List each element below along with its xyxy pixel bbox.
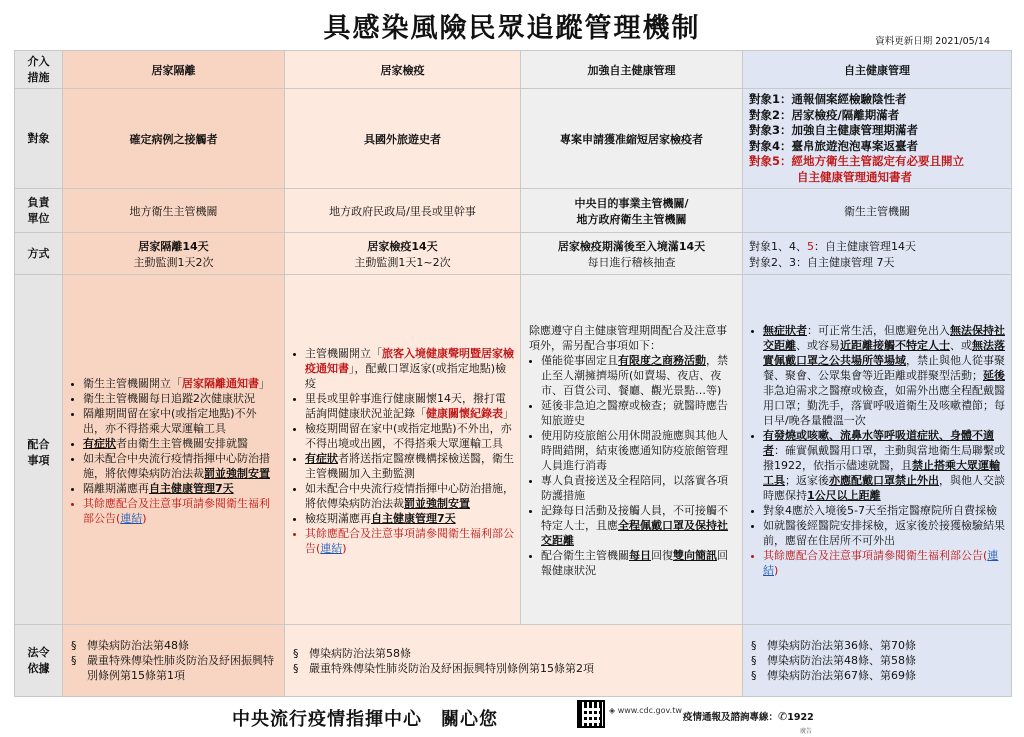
link-self[interactable]: 連結 [763,549,999,577]
ad-mark: 廣告 [800,728,813,735]
method-self: 對象1、4、5：自主健康管理14天 對象2、3：自主健康管理 7天 [743,233,1012,275]
target-enhanced: 專案申請獲准縮短居家檢疫者 [521,89,743,189]
target-item: 對象3：加強自主健康管理期滿者 [749,123,918,137]
target-quarantine: 具國外旅遊史者 [285,89,521,189]
link-quarantine[interactable]: 連結 [320,541,343,555]
target-isolation: 確定病例之接觸者 [63,89,285,189]
heading-isolation: 居家隔離 [63,51,285,89]
authority-self: 衛生主管機關 [743,189,1012,233]
label-items: 配合 事項 [15,275,63,625]
cdc-logo-icon: ◈ [609,706,616,715]
authority-enhanced: 中央目的事業主管機關/ 地方政府衛生主管機關 [521,189,743,233]
label-measure: 介入 措施 [15,51,63,89]
qr-code-icon [577,700,605,728]
target-item: 自主健康管理通知書者 [797,169,912,184]
link-isolation[interactable]: 連結 [120,511,143,525]
items-quarantine: • 主管機關開立「旅客入境健康聲明暨居家檢疫通知書」，配戴口罩返家(或指定地點)檢疫 • 里長或里幹事進行健康關懷14天，撥打電話詢問健康狀況並記錄「健康關懷紀錄表」 • 檢疫期間留在家中(或指定地點)不外出，亦不得出境或出國，不得搭乘大眾運輸工具 • 有症狀者將送指定醫療機構採檢送醫，衛生主管機關加入主動監測 • 如未配合中央流行疫情指揮中心防治措施，將依傳染病防治法裁罰並強制安置 • 檢疫期滿應再自主健康管理7天 • 其餘應配合及注意事項請參閱衛生福利部公告(連結) [285,275,521,625]
phone-icon: ✆ [778,710,788,723]
management-table [14,50,1012,697]
label-law: 法令 依據 [15,625,63,697]
items-enhanced: 除應遵守自主健康管理期間配合及注意事項外，需另配合事項如下： • 僅能從事固定且有限度之商務活動，禁止至人潮擁擠場所(如賣場、夜店、夜市、百貨公司、餐廳、觀光景點…等) • 延後非急迫之醫療或檢查；就醫時應告知旅遊史 • 使用防疫旅館公用休閒設施應與其他人時間錯開，結束後應通知防疫旅館管理人員進行消毒 • 專人負責接送及全程陪同，以落實各項防護措施 • 記錄每日活動及接觸人員，不可接觸不特定人士，且應全程佩戴口罩及保持社交距離 • 配合衛生主管機關每日回復雙向簡訊回報健康狀況 [521,275,743,625]
authority-quarantine: 地方政府民政局/里長或里幹事 [285,189,521,233]
footer-slogan: 中央流行疫情指揮中心 關心您 [232,709,498,730]
label-method: 方式 [15,233,63,275]
cdc-site[interactable]: ◈ www.cdc.gov.tw [609,706,682,715]
heading-enhanced-management: 加強自主健康管理 [521,51,743,89]
target-item: 對象5：經地方衛生主管認定有必要且開立 [749,154,964,168]
authority-isolation: 地方衛生主管機關 [63,189,285,233]
law-self: § 傳染病防治法第36條、第70條 § 傳染病防治法第48條、第58條 § 傳染病防治法第67條、第69條 [743,625,1012,697]
law-isolation: § 傳染病防治法第48條 § 嚴重特殊傳染性肺炎防治及紓困振興特別條例第15條第1項 [63,625,285,697]
method-quarantine: 居家檢疫14天 主動監測1天1~2次 [285,233,521,275]
heading-self-management: 自主健康管理 [743,51,1012,89]
target-self-management [743,89,1012,189]
hotline: 疫情通報及諮詢專線：✆1922 [683,710,814,723]
items-self: • 無症狀者：可正常生活，但應避免出入無法保持社交距離、或容易近距離接觸不特定人士、或無法落實佩戴口罩之公共場所等場域，禁止與他人從事聚餐、聚會、公眾集會等近距離或群聚型活動；延後非急迫需求之醫療或檢查，如需外出應全程配戴醫用口罩；勤洗手，落實呼吸道衛生及咳嗽禮節；每日早/晚各量體溫一次 • 有發燒或咳嗽、流鼻水等呼吸道症狀、身體不適者：確實佩戴醫用口罩，主動與當地衛生局聯繫或撥1922，依指示儘速就醫，且禁止搭乘大眾運輸工具；返家後亦應配戴口罩禁止外出，與他人交談時應保持1公尺以上距離 • 對象4應於入境後5-7天至指定醫療院所自費採檢 • 如就醫後經醫院安排採檢，返家後於接獲檢驗結果前，應留在住居所不可外出 • 其餘應配合及注意事項請參閱衛生福利部公告(連結) [743,275,1012,625]
update-date: 資料更新日期 2021/05/14 [875,36,990,47]
target-item: 對象4：臺帛旅遊泡泡專案返臺者 [749,138,918,153]
label-authority: 負責 單位 [15,189,63,233]
target-item: 對象2：居家檢疫/隔離期滿者 [749,107,900,122]
heading-quarantine: 居家檢疫 [285,51,521,89]
law-quarantine-enhanced: § 傳染病防治法第58條 § 嚴重特殊傳染性肺炎防治及紓困振興特別條例第15條第2項 [285,625,743,697]
label-target: 對象 [15,89,63,189]
method-isolation: 居家隔離14天 主動監測1天2次 [63,233,285,275]
items-isolation: • 衛生主管機關開立「居家隔離通知書」 • 衛生主管機關每日追蹤2次健康狀況 • 隔離期間留在家中(或指定地點)不外出，亦不得搭乘大眾運輸工具 • 有症狀者由衛生主管機關安排就醫 • 如未配合中央流行疫情指揮中心防治措施，將依傳染病防治法裁罰並強制安置 • 隔離期滿應再自主健康管理7天 • 其餘應配合及注意事項請參閱衛生福利部公告(連結) [63,275,285,625]
method-enhanced: 居家檢疫期滿後至入境滿14天 每日進行稽核抽查 [521,233,743,275]
page-title: 具感染風險民眾追蹤管理機制 [323,13,701,44]
target-item: 對象1：通報個案經檢驗陰性者 [749,92,907,106]
